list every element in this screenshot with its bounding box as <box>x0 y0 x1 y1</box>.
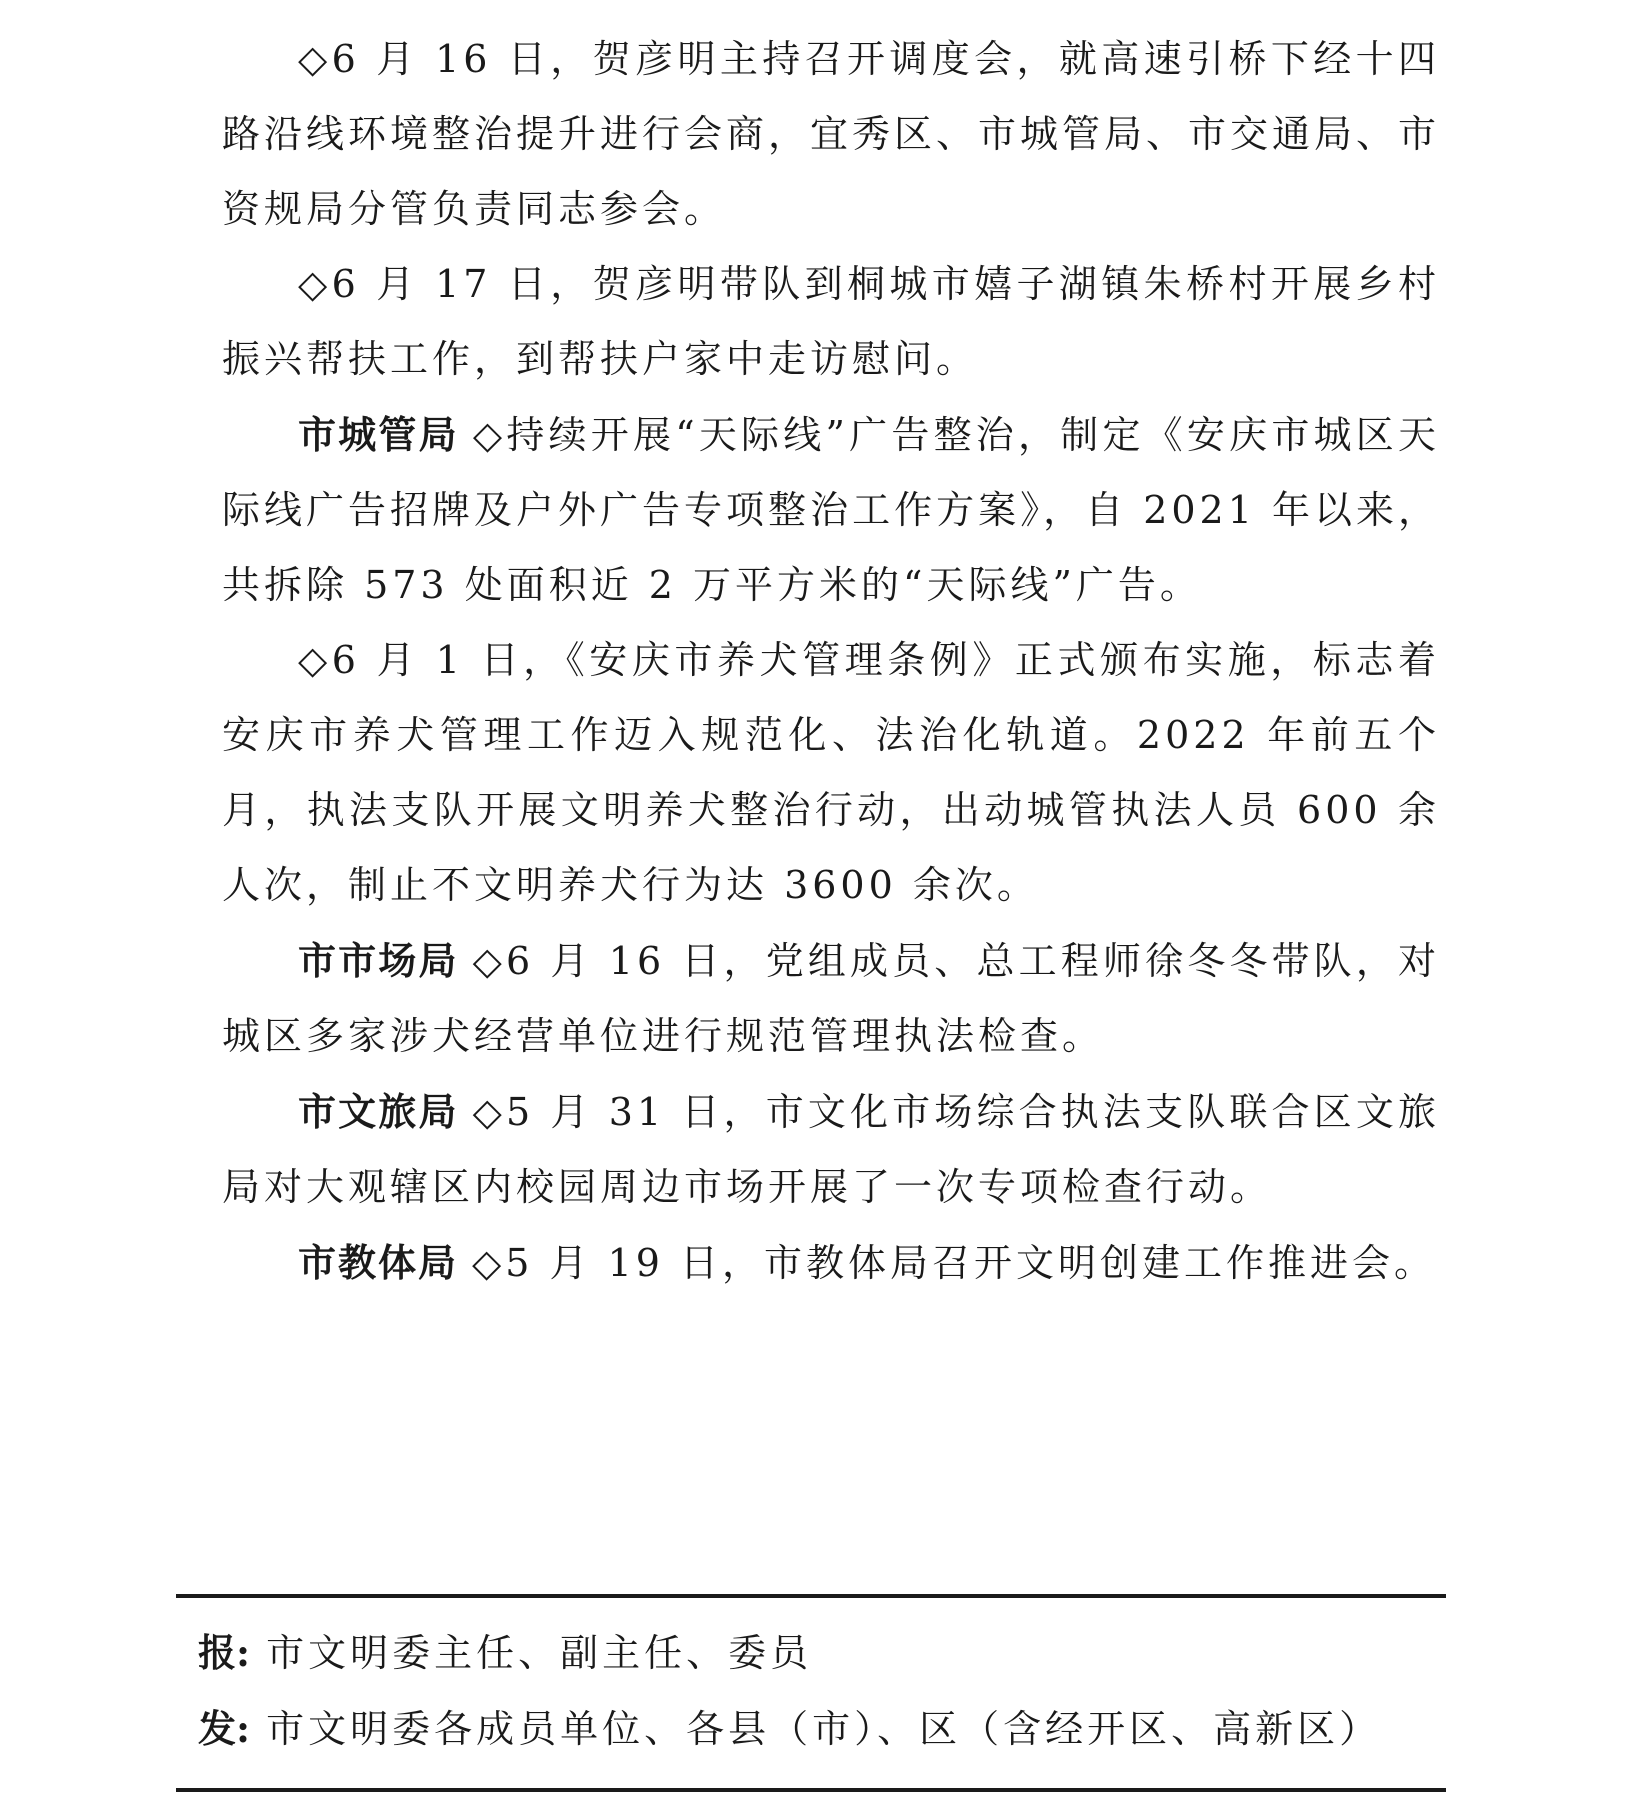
news-paragraph <box>222 1074 1440 1225</box>
send-recipients: 市文明委各成员单位、各县（市）、区（含经开区、高新区） <box>266 1707 1382 1751</box>
paragraph-text: ◇持续开展“天际线”广告整治，制定《安庆市城区天际线广告招牌及户外广告专项整治工作方案》，自 2021 年以来，共拆除 573 处面积近 2 万平方米的“天际线”广告。 <box>222 413 1440 607</box>
paragraph-text: ◇5 月 19 日，市教体局召开文明创建工作推进会。 <box>472 1241 1437 1285</box>
paragraph-text: ◇5 月 31 日，市文化市场综合执法支队联合区文旅局对大观辖区内校园周边市场开展了一次专项检查行动。 <box>222 1090 1440 1209</box>
news-paragraph <box>222 247 1440 397</box>
news-paragraph <box>222 1225 1440 1301</box>
paragraph-text: ◇6 月 16 日，党组成员、总工程师徐冬冬带队，对城区多家涉犬经营单位进行规范管理执法检查。 <box>222 939 1440 1058</box>
send-to-line <box>198 1704 1381 1754</box>
paragraph-text: ◇6 月 1 日，《安庆市养犬管理条例》正式颁布实施，标志着安庆市养犬管理工作迈入规范化、法治化轨道。2022 年前五个月，执法支队开展文明养犬整治行动，出动城管执法人员 600 余人次，制止不文明养犬行为达 3600 余次。 <box>222 638 1440 907</box>
bulletin-body <box>222 22 1440 1301</box>
news-paragraph <box>222 623 1440 923</box>
news-paragraph <box>222 397 1440 623</box>
footer-bottom-rule <box>176 1788 1446 1792</box>
report-to-line <box>198 1628 812 1678</box>
report-label: 报: <box>198 1630 251 1675</box>
paragraph-text: ◇6 月 17 日，贺彦明带队到桐城市嬉子湖镇朱桥村开展乡村振兴帮扶工作，到帮扶户家中走访慰问。 <box>222 262 1440 381</box>
department-name: 市文旅局 <box>298 1089 459 1134</box>
news-paragraph <box>222 22 1440 247</box>
department-name: 市市场局 <box>298 938 459 983</box>
department-name: 市城管局 <box>298 412 459 457</box>
send-label: 发: <box>198 1706 251 1751</box>
paragraph-text: ◇6 月 16 日，贺彦明主持召开调度会，就高速引桥下经十四路沿线环境整治提升进行会商，宜秀区、市城管局、市交通局、市资规局分管负责同志参会。 <box>222 37 1441 231</box>
footer-top-rule <box>176 1594 1446 1598</box>
report-recipients: 市文明委主任、副主任、委员 <box>266 1631 813 1675</box>
news-paragraph <box>222 923 1440 1074</box>
department-name: 市教体局 <box>298 1240 459 1285</box>
